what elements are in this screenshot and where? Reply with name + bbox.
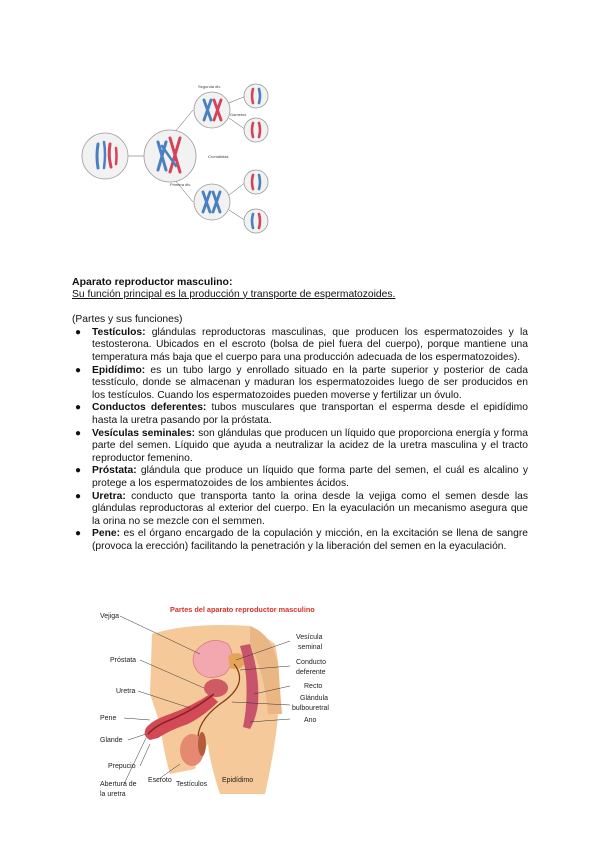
label-vejiga: Vejiga (100, 613, 120, 620)
definition: son glándulas que producen un líquido que proporciona energía y forma parte del semen. Líquido que ayuda a neutralizar la acidez de la uretra masculina y el tracto reproductor femenino. (92, 427, 528, 464)
parts-list (72, 327, 528, 554)
list-item-conductos (72, 402, 528, 427)
meiosis-label-3: Primera div. (170, 182, 192, 187)
label-abertura-2: la uretra (100, 791, 126, 798)
document-body (72, 276, 528, 553)
anatomy-figure (100, 604, 332, 804)
definition: es el órgano encargado de la copulación y micción, en la excitación se llena de sangre (provoca la erección) facilitando la penetración y la liberación del semen en la eyaculación. (92, 528, 528, 552)
label-conducto-2: deferente (296, 669, 326, 676)
term: Epidídimo: (92, 364, 146, 376)
label-testiculos: Testículos (176, 781, 208, 788)
list-item-prostata (72, 465, 528, 490)
label-glande: Glande (100, 737, 123, 744)
term: Pene: (92, 528, 121, 540)
label-uretra: Uretra (116, 688, 136, 695)
label-glandula-1: Glándula (300, 695, 329, 702)
cell-4 (194, 184, 230, 220)
cell-1 (82, 133, 128, 179)
heading: Aparato reproductor masculino: (72, 276, 233, 288)
label-conducto-1: Conducto (296, 659, 326, 666)
prostate-organ (204, 679, 228, 697)
meiosis-label-2: Cromátidas (208, 154, 229, 159)
definition: glándulas reproductoras masculinas, que producen los espermatozoides y la testosterona. Ubicados en el escroto (bolsa de piel fuera del cuerpo), porque mantiene una temperatura más baja que el cuerpo para una producción adecuada de los espermatozoides). (92, 326, 528, 363)
term: Testículos: (92, 326, 146, 338)
epididymis-organ (198, 732, 206, 756)
anatomy-title: Partes del aparato reproductor masculino (170, 605, 315, 614)
term: Vesículas seminales: (92, 427, 196, 439)
label-prepucio: Prepucio (108, 763, 136, 770)
list-item-uretra (72, 491, 528, 529)
list-item-testiculos (72, 327, 528, 365)
label-vesicula-2: seminal (298, 644, 323, 651)
label-abertura-1: Abertura de (100, 781, 137, 788)
label-glandula-2: bulbouretral (292, 705, 329, 712)
definition: glándula que produce un líquido que forma parte del semen, el cuál es alcalino y protege a los espermatozoides de los ambientes ácidos. (92, 465, 528, 489)
gamete-3 (244, 170, 268, 194)
label-recto: Recto (304, 683, 323, 690)
gamete-1 (244, 84, 268, 108)
definition: es un tubo largo y enrollado situado en la parte superior y posterior de cada tesstículo, donde se almacenan y maduran los espermatozoides luego de ser producidos en los testículos. Cuando los espermatozoides pueden moverse y fertilizar un óvulo. (92, 364, 528, 401)
label-vesicula-1: Vesícula (296, 634, 323, 641)
subtitle: Su función principal es la producción y transporte de espermatozoides. (72, 288, 396, 300)
bullet-icon: ● (75, 490, 82, 502)
bullet-icon: ● (75, 364, 82, 376)
cell-3 (194, 92, 230, 128)
bullet-icon: ● (75, 326, 82, 338)
bullet-icon: ● (75, 465, 82, 477)
gamete-4 (244, 209, 268, 233)
definition: conducto que transporta tanto la orina desde la vejiga como el semen desde las glándulas reproductoras al exterior del cuerpo. En la eyaculación un mecanismo asegura que la orina no se mezcle con el semmen. (92, 490, 528, 527)
meiosis-label-1: Gametos (230, 112, 247, 117)
label-ano: Ano (304, 717, 317, 724)
list-item-pene (72, 528, 528, 553)
cell-2 (144, 130, 196, 182)
meiosis-figure (70, 78, 270, 236)
definition: tubos musculares que transportan el esperma desde el epidídimo hasta la uretra pasando por la próstata. (92, 402, 528, 426)
bullet-icon: ● (75, 402, 82, 414)
label-prostata: Próstata (110, 657, 137, 664)
intro: (Partes y sus funciones) (72, 314, 183, 326)
gamete-2 (244, 118, 268, 142)
spacer (72, 301, 528, 314)
term: Conductos deferentes: (92, 402, 207, 414)
term: Uretra: (92, 490, 126, 502)
label-escroto: Escroto (148, 777, 172, 784)
bullet-icon: ● (75, 528, 82, 540)
term: Próstata: (92, 465, 137, 477)
list-item-vesiculas (72, 428, 528, 466)
meiosis-label-0: Segunda div. (198, 84, 222, 89)
label-epididimo: Epidídimo (222, 777, 254, 784)
list-item-epididimo (72, 365, 528, 403)
bullet-icon: ● (75, 427, 82, 439)
label-pene: Pene (100, 715, 117, 722)
